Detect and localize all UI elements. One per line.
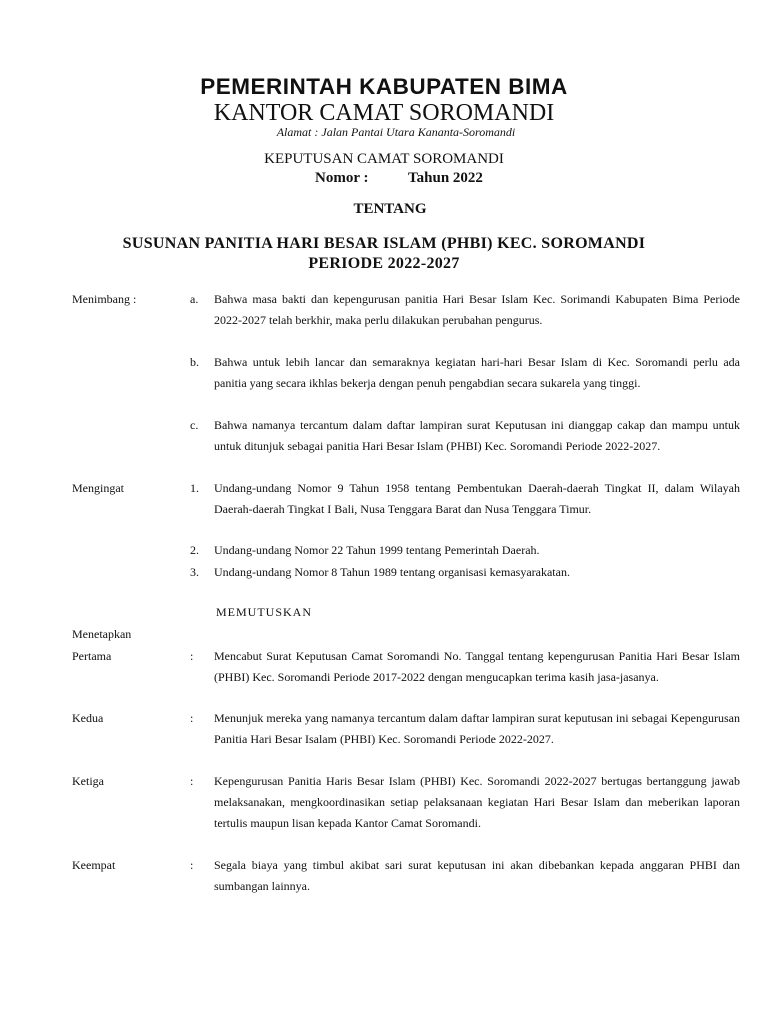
mengingat-mark-3: 3. — [190, 565, 199, 579]
menimbang-item-b: Bahwa untuk lebih lancar dan semaraknya kegiatan hari-hari Besar Islam di Kec. Soromandi perlu ada panitia yang secara ikhlas bekerja dengan penuh pengabdian secara sukarela yang tinggi. — [214, 355, 740, 390]
article-colon: : — [190, 774, 194, 788]
decree-title: KEPUTUSAN CAMAT SOROMANDI — [264, 151, 504, 167]
office-title: KANTOR CAMAT SOROMANDI — [213, 100, 555, 126]
article-text-keempat: Segala biaya yang timbul akibat sari surat keputusan ini akan dibebankan kepada anggaran PHBI dan sumbangan lainnya. — [214, 858, 740, 893]
article-label-keempat: Keempat — [72, 858, 116, 872]
decree-year: Tahun 2022 — [408, 170, 483, 186]
menimbang-mark-b: b. — [190, 355, 199, 369]
memutuskan-heading: MEMUTUSKAN — [216, 605, 313, 619]
menimbang-label: Menimbang : — [72, 292, 137, 306]
subject-line-2: PERIODE 2022-2027 — [308, 255, 460, 272]
mengingat-mark-2: 2. — [190, 543, 199, 557]
menimbang-item-c: Bahwa namanya tercantum dalam daftar lampiran surat Keputusan ini dianggap cakap dan mampu untuk untuk ditunjuk sebagai panitia Hari Besar Islam (PHBI) Kec. Soromandi Periode 2022-2027. — [214, 418, 740, 453]
mengingat-item-3: Undang-undang Nomor 8 Tahun 1989 tentang organisasi kemasyarakatan. — [214, 565, 570, 579]
article-label-pertama: Pertama — [72, 649, 112, 663]
menimbang-mark-c: c. — [190, 418, 199, 432]
decree-number-label: Nomor : — [315, 170, 369, 186]
menimbang-mark-a: a. — [190, 292, 199, 306]
menimbang-item-a: Bahwa masa bakti dan kepengurusan panitia Hari Besar Islam Kec. Sorimandi Kabupaten Bima Periode 2022-2027 telah berkhir, maka perlu dilakukan perubahan pengurus. — [214, 292, 740, 327]
office-address: Alamat : Jalan Pantai Utara Kananta-Soromandi — [276, 125, 516, 139]
mengingat-mark-1: 1. — [190, 481, 199, 495]
article-label-ketiga: Ketiga — [72, 774, 104, 788]
menetapkan-label: Menetapkan — [72, 627, 132, 641]
government-title: PEMERINTAH KABUPATEN BIMA — [200, 74, 568, 99]
tentang-heading: TENTANG — [353, 201, 427, 217]
article-text-pertama: Mencabut Surat Keputusan Camat Soromandi No. Tanggal tentang kepengurusan Panitia Hari Besar Islam (PHBI) Kec. Soromandi Periode 2017-2022 dengan mengucapkan terima kasih jasa-jasanya. — [214, 649, 740, 684]
subject-line-1: SUSUNAN PANITIA HARI BESAR ISLAM (PHBI) KEC. SOROMANDI — [122, 235, 646, 252]
article-colon: : — [190, 649, 194, 663]
article-colon: : — [190, 858, 194, 872]
mengingat-item-2: Undang-undang Nomor 22 Tahun 1999 tentang Pemerintah Daerah. — [214, 543, 540, 557]
article-text-ketiga: Kepengurusan Panitia Haris Besar Islam (PHBI) Kec. Soromandi 2022-2027 bertugas bertanggung jawab melaksanakan, mengkoordinasikan setiap pelaksanaan kegiatan Hari Besar Islam dan meberikan laporan tertulis maupun lisan kepada Kantor Camat Soromandi. — [214, 774, 740, 830]
mengingat-label: Mengingat — [72, 481, 124, 495]
article-colon: : — [190, 711, 194, 725]
mengingat-item-1: Undang-undang Nomor 9 Tahun 1958 tentang Pembentukan Daerah-daerah Tingkat II, dalam Wilayah Daerah-daerah Tingkat I Bali, Nusa Tenggara Barat dan Nusa Tenggara Timur. — [214, 481, 740, 516]
article-text-kedua: Menunjuk mereka yang namanya tercantum dalam daftar lampiran surat keputusan ini sebagai Kepengurusan Panitia Hari Besar Isalam (PHBI) Kec. Soromandi Periode 2022-2027. — [214, 711, 740, 746]
article-label-kedua: Kedua — [72, 711, 104, 725]
